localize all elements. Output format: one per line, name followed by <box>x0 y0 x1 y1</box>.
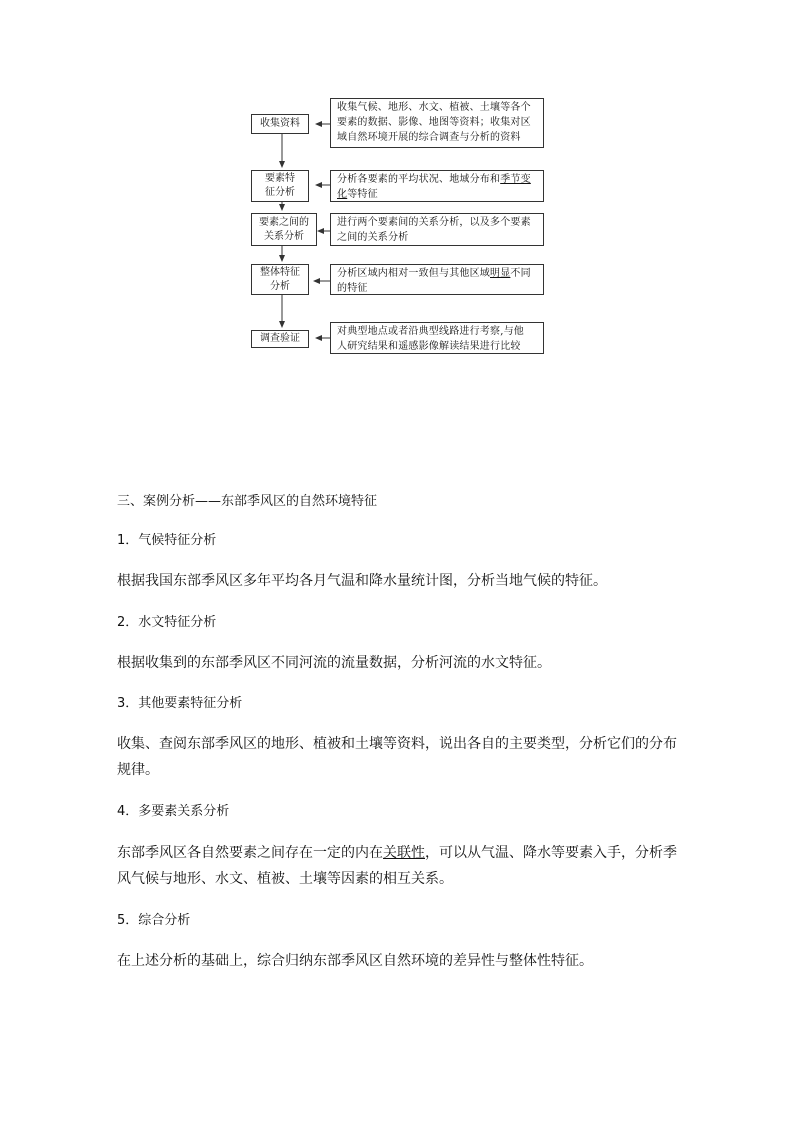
text-segment: 之间的关系分析 <box>337 232 409 243</box>
underlined-text: 季节变 <box>500 174 531 185</box>
desc-overall-features <box>330 264 544 295</box>
text-segment: 不同 <box>510 268 531 279</box>
desc-element-relations <box>330 213 544 246</box>
text-line <box>337 324 543 339</box>
item-paragraph: 根据我国东部季风区多年平均各月气温和降水量统计图，分析当地气候的特征。 <box>117 573 607 589</box>
desc-survey-verify <box>330 322 544 354</box>
text-segment: 人研究结果和遥感影像解读结果进行比较 <box>337 341 521 352</box>
text-segment: 进行两个要素间的关系分析，以及多个要素 <box>337 217 531 228</box>
step-label-line: 整体特征 <box>260 266 300 278</box>
text-line <box>337 266 543 281</box>
item-heading: 1．气候特征分析 <box>117 533 217 548</box>
step-label-line: 征分析 <box>265 187 295 198</box>
desc-collect-data <box>330 98 544 148</box>
step-label-line: 关系分析 <box>264 230 304 242</box>
step-label-line: 分析 <box>270 280 290 292</box>
item-heading: 2．水文特征分析 <box>117 615 217 630</box>
step-overall-features <box>251 264 309 295</box>
underlined-text: 关联性 <box>383 845 425 861</box>
paragraph-line: 收集、查阅东部季风区的地形、植被和土壤等资料，说出各自的主要类型，分析它们的分布 <box>117 736 677 752</box>
step-element-relations <box>251 213 317 246</box>
item-paragraph <box>117 731 677 783</box>
underlined-text: 明显 <box>490 268 511 279</box>
step-survey-verify <box>251 330 309 348</box>
text-line <box>337 172 543 187</box>
item-heading: 5．综合分析 <box>117 913 191 928</box>
text-line <box>337 215 543 230</box>
flowchart <box>0 0 794 370</box>
text-segment: 的特征 <box>337 283 368 294</box>
text-line <box>337 281 543 296</box>
item-paragraph: 根据收集到的东部季风区不同河流的流量数据，分析河流的水文特征。 <box>117 655 551 671</box>
step-element-features <box>251 170 309 202</box>
text-line <box>337 100 543 115</box>
step-label: 调查验证 <box>260 333 300 344</box>
step-label: 收集资料 <box>260 118 300 129</box>
text-segment: ，可以从气温、降水等要素入手，分析季 <box>425 845 677 861</box>
text-segment: 东部季风区各自然要素之间存在一定的内在 <box>117 845 383 861</box>
text-segment: 对典型地点或者沿典型线路进行考察,与他 <box>337 326 524 337</box>
item-paragraph: 在上述分析的基础上，综合归纳东部季风区自然环境的差异性与整体性特征。 <box>117 953 593 969</box>
item-paragraph <box>117 840 677 892</box>
text-segment: 要素的数据、影像、地图等资料；收集对区 <box>337 117 531 128</box>
text-segment: 域自然环境开展的综合调查与分析的资料 <box>337 132 521 143</box>
desc-element-features <box>330 170 544 202</box>
text-line <box>337 115 543 130</box>
step-collect-data <box>251 114 309 134</box>
step-label-line: 要素特 <box>265 173 295 184</box>
text-segment: 风气候与地形、水文、植被、土壤等因素的相互关系。 <box>117 871 453 887</box>
section-title: 三、案例分析——东部季风区的自然环境特征 <box>117 494 378 509</box>
paragraph-line: 规律。 <box>117 762 159 778</box>
underlined-text: 化 <box>337 189 348 200</box>
item-heading: 4．多要素关系分析 <box>117 804 230 819</box>
step-label-line: 要素之间的 <box>259 216 309 228</box>
text-line <box>337 339 543 354</box>
text-segment: 分析区域内相对一致但与其他区域 <box>337 268 490 279</box>
text-line <box>117 866 677 892</box>
text-segment: 等特征 <box>347 189 378 200</box>
text-segment: 分析各要素的平均状况、地域分布和 <box>337 174 501 185</box>
text-line <box>337 130 543 145</box>
text-segment: 收集气候、地形、水文、植被、土壤等各个 <box>337 102 531 113</box>
text-line <box>117 840 677 866</box>
text-line <box>337 230 543 245</box>
item-heading: 3．其他要素特征分析 <box>117 696 243 711</box>
text-line <box>337 187 543 202</box>
